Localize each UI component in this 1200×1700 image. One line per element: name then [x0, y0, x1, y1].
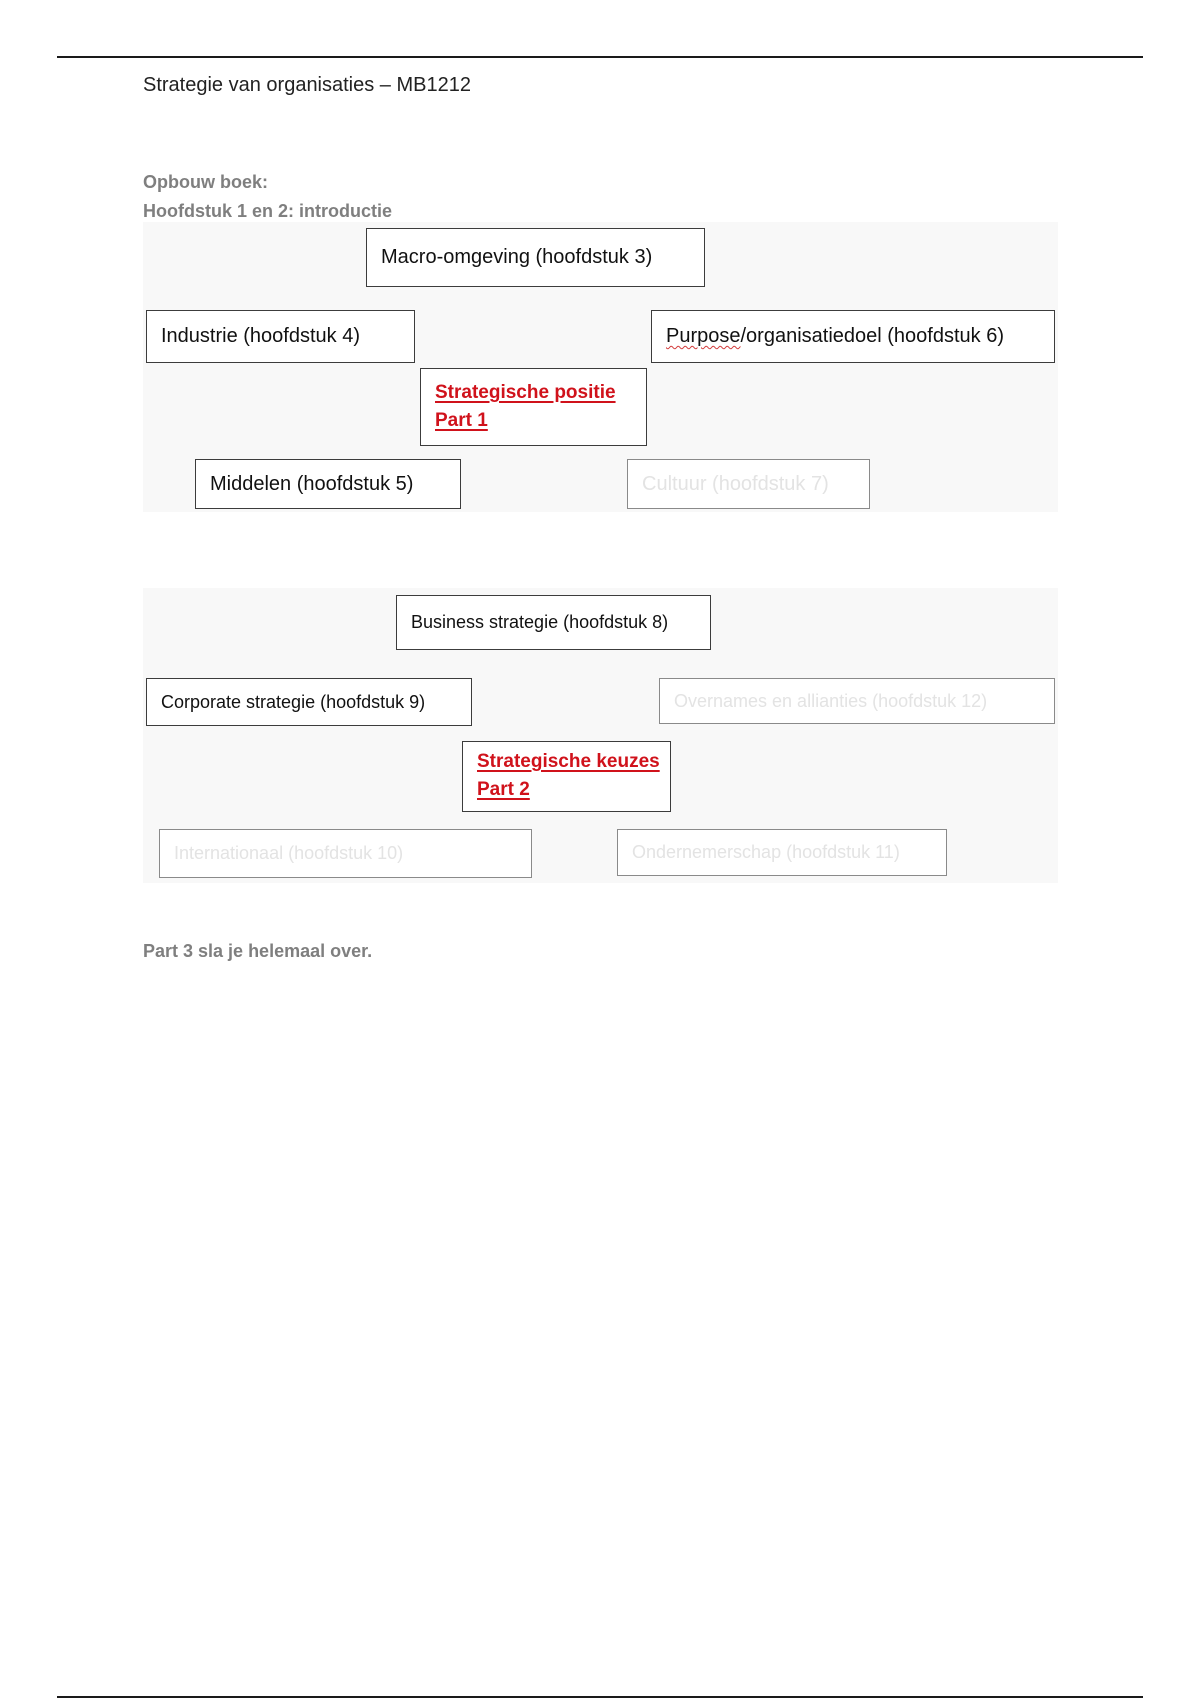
box-middelen — [195, 459, 461, 509]
box-label: Macro-omgeving (hoofdstuk 3) — [381, 246, 653, 268]
box-label: Corporate strategie (hoofdstuk 9) — [161, 691, 426, 712]
heading-introductie: Hoofdstuk 1 en 2: introductie — [143, 201, 393, 221]
document-title: Strategie van organisaties – MB1212 — [143, 74, 471, 96]
center-label-line1: Strategische keuzes — [477, 751, 660, 772]
box-label: Middelen (hoofdstuk 5) — [210, 472, 414, 495]
header-rule — [57, 56, 1143, 58]
center-label-line2: Part 2 — [477, 779, 530, 800]
box-internationaal — [159, 829, 532, 878]
box-label: /organisatiedoel (hoofdstuk 6) — [740, 325, 1004, 347]
box-corporate-strategie — [146, 678, 472, 726]
box-label: Overnames en allianties (hoofdstuk 12) — [674, 690, 988, 711]
box-label: Industrie (hoofdstuk 4) — [161, 325, 360, 347]
box-label: Business strategie (hoofdstuk 8) — [411, 612, 669, 632]
heading-opbouw: Opbouw boek: — [143, 172, 268, 192]
box-overnames — [659, 678, 1055, 724]
box-ondernemerschap — [617, 829, 947, 876]
box-label: Cultuur (hoofdstuk 7) — [642, 472, 829, 495]
box-macro-omgeving — [366, 228, 705, 287]
box-label: Ondernemerschap (hoofdstuk 11) — [632, 842, 900, 862]
box-business-strategie — [396, 595, 711, 650]
box-purpose — [651, 310, 1055, 363]
center-label-line2: Part 1 — [435, 410, 488, 431]
center-box-strategische-keuzes — [462, 741, 671, 812]
footer-rule — [57, 1696, 1143, 1698]
box-industrie — [146, 310, 415, 363]
box-cultuur — [627, 459, 870, 509]
box-label: Internationaal (hoofdstuk 10) — [174, 843, 404, 863]
center-label-line1: Strategische positie — [435, 382, 616, 403]
box-label-spellcheck-word: Purpose — [666, 325, 741, 347]
note-part3: Part 3 sla je helemaal over. — [143, 941, 373, 961]
center-box-strategische-positie — [420, 368, 647, 446]
